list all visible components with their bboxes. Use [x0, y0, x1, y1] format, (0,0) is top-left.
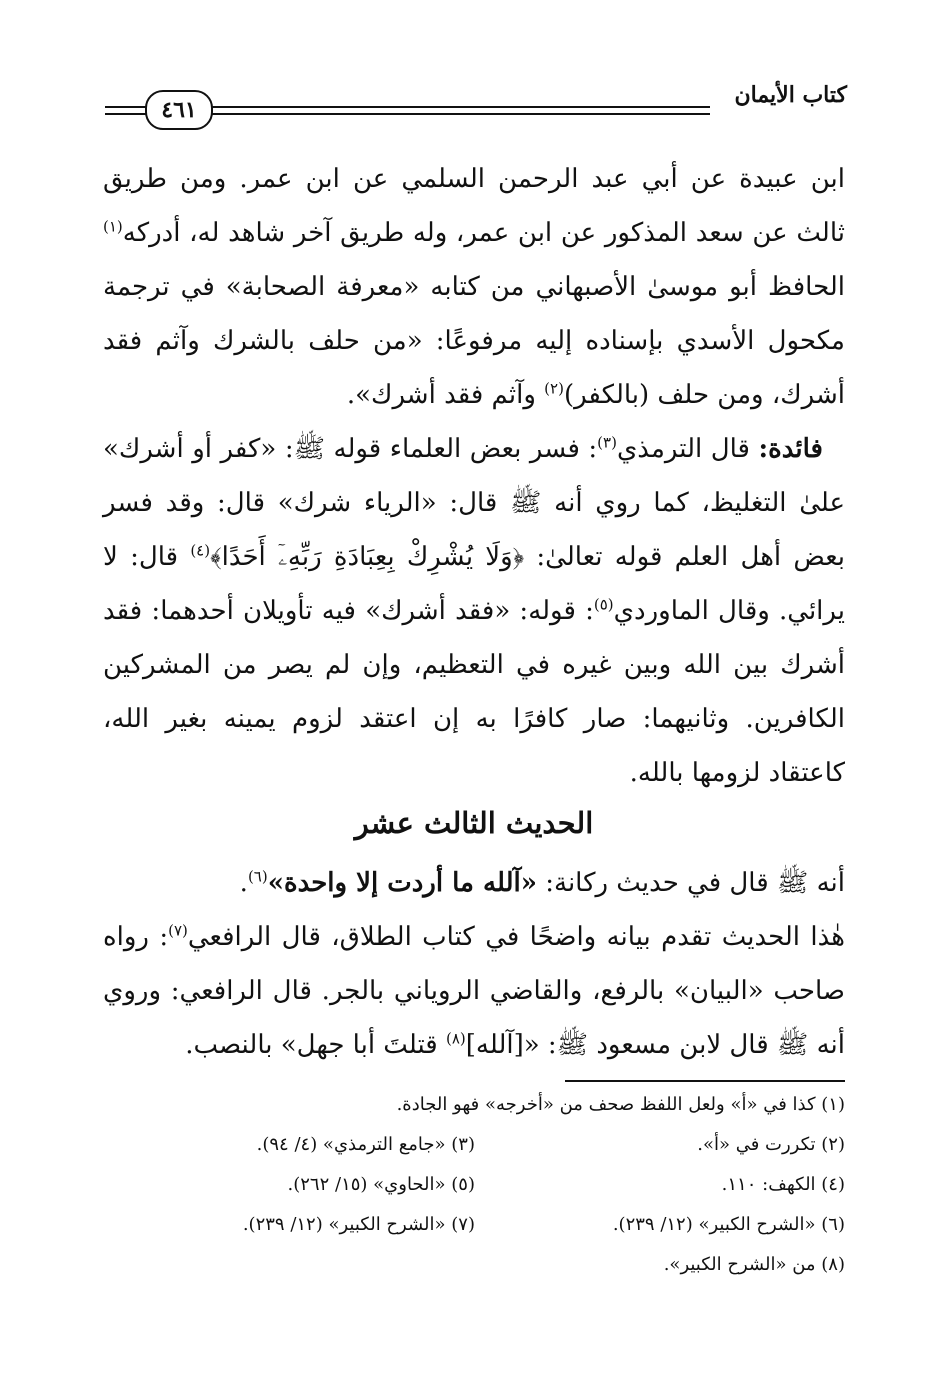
- text-run: ابن عبيدة عن أبي عبد الرحمن السلمي عن ابن عمر. ومن طريق ثالث عن سعد المذكور عن ابن عمر، وله طريق آخر شاهد له، أدركه: [103, 164, 845, 248]
- footnote-ref: (٧): [168, 921, 188, 940]
- footnote-7: (٧) «الشرح الكبير» (١٢/ ٢٣٩).: [242, 1214, 475, 1235]
- footnote-3: (٣) «جامع الترمذي» (٤/ ٩٤).: [256, 1134, 475, 1155]
- footnote-2: (٢) تكررت في «أ».: [697, 1134, 845, 1155]
- main-text-2: [103, 856, 845, 1072]
- footnote-row: [103, 1254, 845, 1294]
- text-run: قال: لا يرائي. وقال الماوردي: [103, 542, 845, 626]
- main-text: [103, 152, 845, 800]
- footnote-5: (٥) «الحاوي» (١٥/ ٢٦٢).: [287, 1174, 475, 1195]
- text-run: قال الترمذي: [616, 434, 759, 464]
- footnote-row: [103, 1094, 845, 1134]
- text-run: : رواه صاحب «البيان» بالرفع، والقاضي الروياني بالجر. قال الرافعي: وروي أنه ﷺ قال لابن مسعود ﷺ: «[آلله]: [103, 922, 845, 1060]
- text-run: : قوله: «فقد أشرك» فيه تأويلان أحدهما: فقد أشرك بين الله وبين غيره في التعظيم، وإن لم يصر من المشركين الكافرين. وثانيهما: صار كافرًا به إن اعتقد لزوم يمينه بغير الله، كاعتقاد لزومها بالله.: [103, 596, 845, 788]
- footnote-ref: (٣): [597, 433, 617, 452]
- text-run: الحافظ أبو موسىٰ الأصبهاني من كتابه «معرفة الصحابة» في ترجمة مكحول الأسدي بإسناده إليه مرفوعًا: «من حلف بالشرك وآثم فقد أشرك، ومن حلف (بالكفر): [103, 272, 845, 410]
- paragraph-3: [103, 856, 845, 910]
- benefit-label: فائدة:: [758, 434, 823, 464]
- chapter-title: كتاب الأيمان: [734, 82, 847, 108]
- footnote-4: (٤) الكهف: ١١٠.: [721, 1174, 845, 1195]
- text-run: : فسر بعض العلماء قوله ﷺ: «كفر أو أشرك» علىٰ التغليظ، كما روي أنه ﷺ قال: «الرياء شرك» قال: وقد فسر بعض أهل العلم قوله تعالىٰ: ﴿وَلَا يُشْرِكْ بِعِبَادَةِ رَبِّهِۦٓ أَحَدًا﴾: [103, 434, 846, 572]
- paragraph-4: [103, 910, 845, 1072]
- page-header: [105, 78, 847, 128]
- footnote-row: [103, 1134, 845, 1174]
- footnote-ref: (٢): [544, 379, 564, 398]
- footnote-6: (٦) «الشرح الكبير» (١٢/ ٢٣٩).: [612, 1214, 845, 1235]
- paragraph-2: [103, 422, 845, 800]
- footnote-row: [103, 1214, 845, 1254]
- hadith-quote: «آلله ما أردت إلا واحدة»: [267, 868, 537, 898]
- footnote-1: (١) كذا في «أ» ولعل اللفظ صحف من «أخرجه» فهو الجادة.: [396, 1094, 845, 1115]
- footnote-ref: (١): [103, 217, 123, 236]
- footnote-row: [103, 1174, 845, 1214]
- page-number: ٤٦١: [145, 90, 213, 130]
- text-run: هٰذا الحديث تقدم بيانه واضحًا في كتاب الطلاق، قال الرافعي: [187, 922, 845, 952]
- paragraph-1: [103, 152, 845, 422]
- text-run: .: [239, 868, 248, 898]
- footnote-separator: [565, 1080, 845, 1082]
- section-heading: الحديث الثالث عشر: [354, 806, 594, 840]
- text-run: قتلتَ أبا جهل» بالنصب.: [185, 1030, 446, 1060]
- text-run: أنه ﷺ قال في حديث ركانة:: [536, 868, 845, 898]
- footnote-ref: (٨): [445, 1029, 466, 1048]
- footnote-ref: (٦): [247, 867, 268, 886]
- footnote-8: (٨) من «الشرح الكبير».: [663, 1254, 845, 1275]
- footnotes: [103, 1094, 845, 1294]
- footnote-ref: (٥): [593, 595, 614, 614]
- footnote-ref: (٤): [190, 541, 211, 560]
- text-run: وآثم فقد أشرك».: [346, 380, 545, 410]
